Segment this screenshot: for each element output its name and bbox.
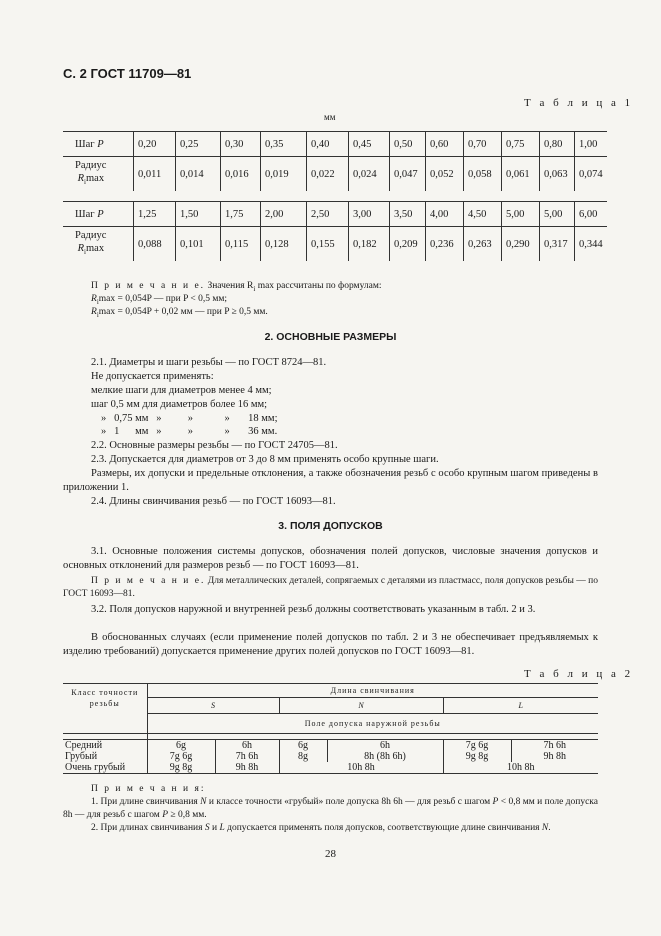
table1-unit: мм	[324, 112, 336, 122]
cell: 0,75	[502, 132, 540, 157]
formula-2: $R_i\max = 0,054P + 0,02$ мм — при P ≥ 0,5 мм.	[91, 307, 268, 319]
cell: 0,115	[221, 227, 261, 262]
cell: 0,011	[134, 157, 176, 192]
s2-p5: » 0,75 мм » » » 18 мм;	[101, 413, 278, 424]
s2-p7: 2.2. Основные размеры резьбы — по ГОСТ 24705—81.	[91, 440, 338, 451]
cell: 5,00	[502, 202, 540, 227]
s2-p6: » 1 мм » » » 36 мм.	[101, 426, 278, 437]
cell: 0,014	[176, 157, 221, 192]
s2-p3: мелкие шаги для диаметров менее 4 мм;	[91, 385, 272, 396]
class-header: Класс точности резьбы	[63, 684, 147, 734]
table2-note-2: 2. При длинах свинчивания S и L допускается применять поля допусков, соответствующие длине свинчивания N.	[91, 823, 551, 833]
cell: 0,209	[390, 227, 426, 262]
cell: 0,45	[349, 132, 390, 157]
cell: 0,35	[261, 132, 307, 157]
table-row: Очень грубый 9g 8g 9h 8h 10h 8h 10h 8h	[63, 762, 598, 774]
cell: 0,061	[502, 157, 540, 192]
s2-p2: Не допускается применять:	[91, 371, 214, 382]
table1-label: Т а б л и ц а 1	[524, 97, 634, 109]
cell: 3,00	[349, 202, 390, 227]
subheader: Поле допуска наружной резьбы	[147, 714, 598, 734]
cell: 0,128	[261, 227, 307, 262]
page-number: 28	[325, 848, 336, 860]
radius-label-cell: Радиус $R_i\max$	[75, 229, 107, 257]
cell: 0,236	[426, 227, 464, 262]
radius-label-cell: Радиус $R_i\max$	[75, 159, 107, 187]
s2-p4: шаг 0,5 мм для диаметров более 16 мм;	[91, 399, 268, 410]
cell: 0,20	[134, 132, 176, 157]
cell: 1,25	[134, 202, 176, 227]
cell: 4,00	[426, 202, 464, 227]
cell: 4,50	[464, 202, 502, 227]
cell: 0,182	[349, 227, 390, 262]
pitch-label-cell: Шаг P	[63, 202, 134, 227]
s3-p1: 3.1. Основные положения системы допусков, обозначения полей допусков, числовые значения допусков и основных отклонений для размеров резьб — по ГОСТ 16093—81.	[63, 546, 598, 571]
cell: 0,024	[349, 157, 390, 192]
length-header: Длина свинчивания	[147, 684, 598, 698]
section2-title: 2. ОСНОВНЫЕ РАЗМЕРЫ	[264, 331, 397, 343]
cell: 0,016	[221, 157, 261, 192]
cell: 0,019	[261, 157, 307, 192]
cell: 0,317	[540, 227, 575, 262]
cell: 0,047	[390, 157, 426, 192]
cell: 0,052	[426, 157, 464, 192]
cell: 0,101	[176, 227, 221, 262]
table1-note: П р и м е ч а н и е. Значения $R_i$ max рассчитаны по формулам:	[91, 281, 382, 293]
cell: 0,25	[176, 132, 221, 157]
cell: 2,00	[261, 202, 307, 227]
length-l: L	[443, 698, 598, 714]
cell: 0,063	[540, 157, 575, 192]
s2-p8: 2.3. Допускается для диаметров от 3 до 8 мм применять особо крупные шаги.	[91, 454, 439, 465]
s3-p3: В обоснованных случаях (если применение полей допусков по табл. 2 и 3 не обеспечивает предъявляемых к изделию требований) допускается применение других полей допусков по ГОСТ 16093—81.	[63, 632, 598, 657]
table2	[63, 683, 598, 774]
length-n: N	[279, 698, 443, 714]
cell: 0,155	[307, 227, 349, 262]
section3-title: 3. ПОЛЯ ДОПУСКОВ	[278, 520, 383, 532]
table1-part2	[63, 201, 607, 261]
s3-p2: 3.2. Поля допусков наружной и внутренней резьб должны соответствовать указанным в табл. 2 и 3.	[91, 604, 536, 615]
table-row: Средний 6g 6h 6g 6h 7g 6g 7h 6h	[63, 740, 598, 752]
cell: 0,022	[307, 157, 349, 192]
cell: 0,344	[575, 227, 608, 262]
table-row: Грубый 7g 6g 7h 6h 8g 8h (8h 6h) 9g 8g 9h 8h	[63, 751, 598, 762]
table1-part1	[63, 131, 607, 191]
cell: 0,088	[134, 227, 176, 262]
cell: 1,75	[221, 202, 261, 227]
cell: 0,30	[221, 132, 261, 157]
cell: 0,70	[464, 132, 502, 157]
pitch-label-cell: Шаг P	[63, 132, 134, 157]
s2-p9: Размеры, их допуски и предельные отклонения, а также обозначения резьб с особо крупным шагом приведены в приложении 1.	[63, 468, 598, 493]
cell: 0,80	[540, 132, 575, 157]
cell: 0,058	[464, 157, 502, 192]
cell: 1,00	[575, 132, 608, 157]
cell: 0,074	[575, 157, 608, 192]
table2-notes-title: П р и м е ч а н и я:	[91, 784, 206, 794]
s2-p1: 2.1. Диаметры и шаги резьбы — по ГОСТ 8724—81.	[91, 357, 327, 368]
length-s: S	[147, 698, 279, 714]
table2-label: Т а б л и ц а 2	[524, 668, 634, 680]
formula-1: $R_i\max = 0,054P$ — при P < 0,5 мм;	[91, 294, 228, 306]
cell: 2,50	[307, 202, 349, 227]
cell: 6,00	[575, 202, 608, 227]
cell: 0,60	[426, 132, 464, 157]
page-header: С. 2 ГОСТ 11709—81	[63, 66, 192, 81]
cell: 0,50	[390, 132, 426, 157]
s2-p10: 2.4. Длины свинчивания резьб — по ГОСТ 16093—81.	[91, 496, 336, 507]
s3-note: П р и м е ч а н и е. Для металлических деталей, сопрягаемых с деталями из пластмасс, поля допусков резьбы — по ГОСТ 16093—81.	[63, 576, 598, 599]
cell: 3,50	[390, 202, 426, 227]
table2-note-1: 1. При длине свинчивания N и классе точности «грубый» поле допуска 8h 6h — для резьб с шагом P < 0,8 мм и поле допуска 8h — для резьб с шагом P ≥ 0,8 мм.	[63, 797, 599, 820]
cell: 0,40	[307, 132, 349, 157]
cell: 1,50	[176, 202, 221, 227]
cell: 0,263	[464, 227, 502, 262]
cell: 0,290	[502, 227, 540, 262]
cell: 5,00	[540, 202, 575, 227]
